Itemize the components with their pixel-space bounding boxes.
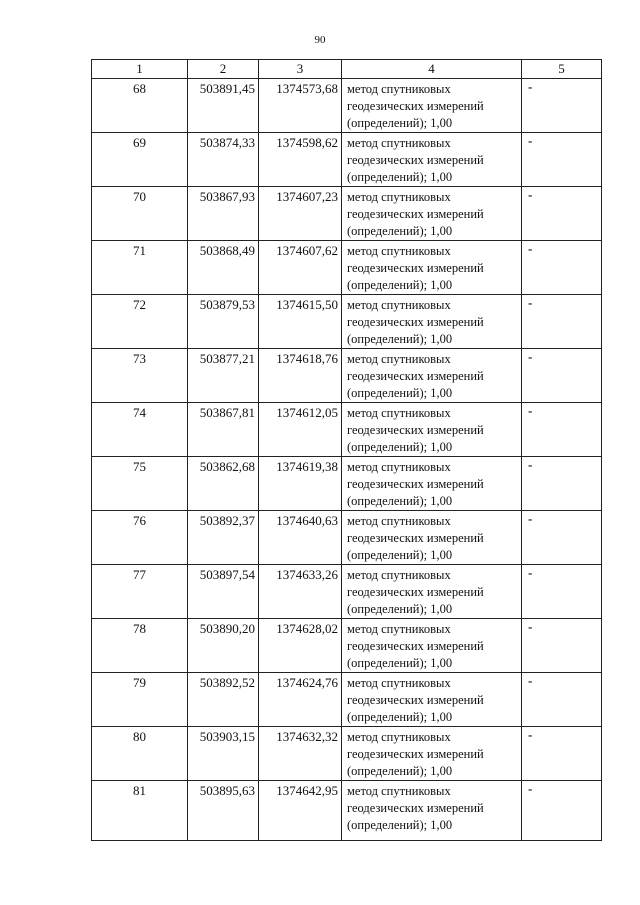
y-coordinate-cell: 1374615,50 (259, 295, 342, 349)
method-text-line: метод спутниковых (347, 298, 451, 312)
method-cell (342, 241, 522, 295)
method-text-line: метод спутниковых (347, 676, 451, 690)
method-text-line: (определений); 1,00 (347, 656, 453, 670)
method-cell (342, 781, 522, 841)
y-coordinate-cell: 1374642,95 (259, 781, 342, 841)
point-number-cell: 71 (92, 241, 188, 295)
note-cell: - (522, 133, 602, 187)
x-coordinate-cell: 503903,15 (188, 727, 259, 781)
y-coordinate-cell: 1374618,76 (259, 349, 342, 403)
column-header-5: 5 (522, 60, 602, 79)
x-coordinate-cell: 503868,49 (188, 241, 259, 295)
method-cell (342, 295, 522, 349)
method-text-line: геодезических измерений (347, 423, 484, 437)
point-number-cell: 77 (92, 565, 188, 619)
table-row (92, 457, 602, 511)
method-cell (342, 79, 522, 133)
method-text-line: (определений); 1,00 (347, 116, 453, 130)
method-text-line: геодезических измерений (347, 531, 484, 545)
y-coordinate-cell: 1374573,68 (259, 79, 342, 133)
table-row (92, 79, 602, 133)
x-coordinate-cell: 503890,20 (188, 619, 259, 673)
method-text-line: метод спутниковых (347, 568, 451, 582)
y-coordinate-cell: 1374612,05 (259, 403, 342, 457)
table-row (92, 511, 602, 565)
table-row (92, 565, 602, 619)
table-row (92, 295, 602, 349)
note-cell: - (522, 565, 602, 619)
x-coordinate-cell: 503897,54 (188, 565, 259, 619)
method-text-line: геодезических измерений (347, 801, 484, 815)
point-number-cell: 76 (92, 511, 188, 565)
point-number-cell: 70 (92, 187, 188, 241)
method-cell (342, 403, 522, 457)
method-text-line: геодезических измерений (347, 477, 484, 491)
table-row (92, 349, 602, 403)
method-text-line: геодезических измерений (347, 369, 484, 383)
x-coordinate-cell: 503867,93 (188, 187, 259, 241)
table-row (92, 187, 602, 241)
method-cell (342, 349, 522, 403)
note-cell: - (522, 781, 602, 841)
point-number-cell: 79 (92, 673, 188, 727)
note-cell: - (522, 79, 602, 133)
column-header-3: 3 (259, 60, 342, 79)
x-coordinate-cell: 503892,52 (188, 673, 259, 727)
y-coordinate-cell: 1374607,62 (259, 241, 342, 295)
method-text-line: (определений); 1,00 (347, 710, 453, 724)
method-text-line: (определений); 1,00 (347, 764, 453, 778)
method-text-line: метод спутниковых (347, 622, 451, 636)
method-text-line: (определений); 1,00 (347, 818, 453, 832)
point-number-cell: 72 (92, 295, 188, 349)
x-coordinate-cell: 503867,81 (188, 403, 259, 457)
point-number-cell: 78 (92, 619, 188, 673)
x-coordinate-cell: 503877,21 (188, 349, 259, 403)
y-coordinate-cell: 1374598,62 (259, 133, 342, 187)
method-text-line: геодезических измерений (347, 639, 484, 653)
note-cell: - (522, 187, 602, 241)
x-coordinate-cell: 503879,53 (188, 295, 259, 349)
method-text-line: метод спутниковых (347, 136, 451, 150)
method-text-line: метод спутниковых (347, 190, 451, 204)
table-row (92, 781, 602, 841)
y-coordinate-cell: 1374628,02 (259, 619, 342, 673)
page-number: 90 (314, 34, 326, 46)
method-cell (342, 133, 522, 187)
table-row (92, 619, 602, 673)
note-cell: - (522, 673, 602, 727)
note-cell: - (522, 295, 602, 349)
note-cell: - (522, 619, 602, 673)
y-coordinate-cell: 1374619,38 (259, 457, 342, 511)
table-row (92, 133, 602, 187)
method-text-line: (определений); 1,00 (347, 602, 453, 616)
point-number-cell: 68 (92, 79, 188, 133)
x-coordinate-cell: 503862,68 (188, 457, 259, 511)
table-header-row (92, 60, 602, 79)
method-text-line: метод спутниковых (347, 244, 451, 258)
method-text-line: метод спутниковых (347, 352, 451, 366)
column-header-1: 1 (92, 60, 188, 79)
method-cell (342, 727, 522, 781)
method-text-line: (определений); 1,00 (347, 494, 453, 508)
method-cell (342, 673, 522, 727)
point-number-cell: 69 (92, 133, 188, 187)
method-text-line: метод спутниковых (347, 784, 451, 798)
column-header-2: 2 (188, 60, 259, 79)
table-row (92, 403, 602, 457)
method-text-line: метод спутниковых (347, 730, 451, 744)
point-number-cell: 80 (92, 727, 188, 781)
y-coordinate-cell: 1374607,23 (259, 187, 342, 241)
method-text-line: геодезических измерений (347, 207, 484, 221)
method-text-line: (определений); 1,00 (347, 224, 453, 238)
method-text-line: (определений); 1,00 (347, 278, 453, 292)
y-coordinate-cell: 1374632,32 (259, 727, 342, 781)
table-row (92, 673, 602, 727)
method-cell (342, 457, 522, 511)
point-number-cell: 81 (92, 781, 188, 841)
method-text-line: метод спутниковых (347, 460, 451, 474)
note-cell: - (522, 727, 602, 781)
method-text-line: геодезических измерений (347, 99, 484, 113)
method-text-line: (определений); 1,00 (347, 332, 453, 346)
coordinates-table (91, 59, 602, 841)
note-cell: - (522, 403, 602, 457)
x-coordinate-cell: 503895,63 (188, 781, 259, 841)
x-coordinate-cell: 503874,33 (188, 133, 259, 187)
method-cell (342, 565, 522, 619)
method-cell (342, 619, 522, 673)
note-cell: - (522, 511, 602, 565)
y-coordinate-cell: 1374640,63 (259, 511, 342, 565)
x-coordinate-cell: 503892,37 (188, 511, 259, 565)
method-text-line: (определений); 1,00 (347, 440, 453, 454)
y-coordinate-cell: 1374624,76 (259, 673, 342, 727)
note-cell: - (522, 241, 602, 295)
method-text-line: геодезических измерений (347, 261, 484, 275)
method-text-line: (определений); 1,00 (347, 170, 453, 184)
x-coordinate-cell: 503891,45 (188, 79, 259, 133)
point-number-cell: 73 (92, 349, 188, 403)
method-text-line: геодезических измерений (347, 585, 484, 599)
method-text-line: геодезических измерений (347, 153, 484, 167)
column-header-4: 4 (342, 60, 522, 79)
y-coordinate-cell: 1374633,26 (259, 565, 342, 619)
method-text-line: геодезических измерений (347, 693, 484, 707)
method-text-line: (определений); 1,00 (347, 386, 453, 400)
method-text-line: метод спутниковых (347, 514, 451, 528)
table-body (92, 79, 602, 841)
note-cell: - (522, 349, 602, 403)
note-cell: - (522, 457, 602, 511)
method-cell (342, 511, 522, 565)
method-cell (342, 187, 522, 241)
point-number-cell: 74 (92, 403, 188, 457)
method-text-line: метод спутниковых (347, 82, 451, 96)
method-text-line: геодезических измерений (347, 747, 484, 761)
method-text-line: (определений); 1,00 (347, 548, 453, 562)
point-number-cell: 75 (92, 457, 188, 511)
table-row (92, 727, 602, 781)
table-row (92, 241, 602, 295)
method-text-line: метод спутниковых (347, 406, 451, 420)
method-text-line: геодезических измерений (347, 315, 484, 329)
